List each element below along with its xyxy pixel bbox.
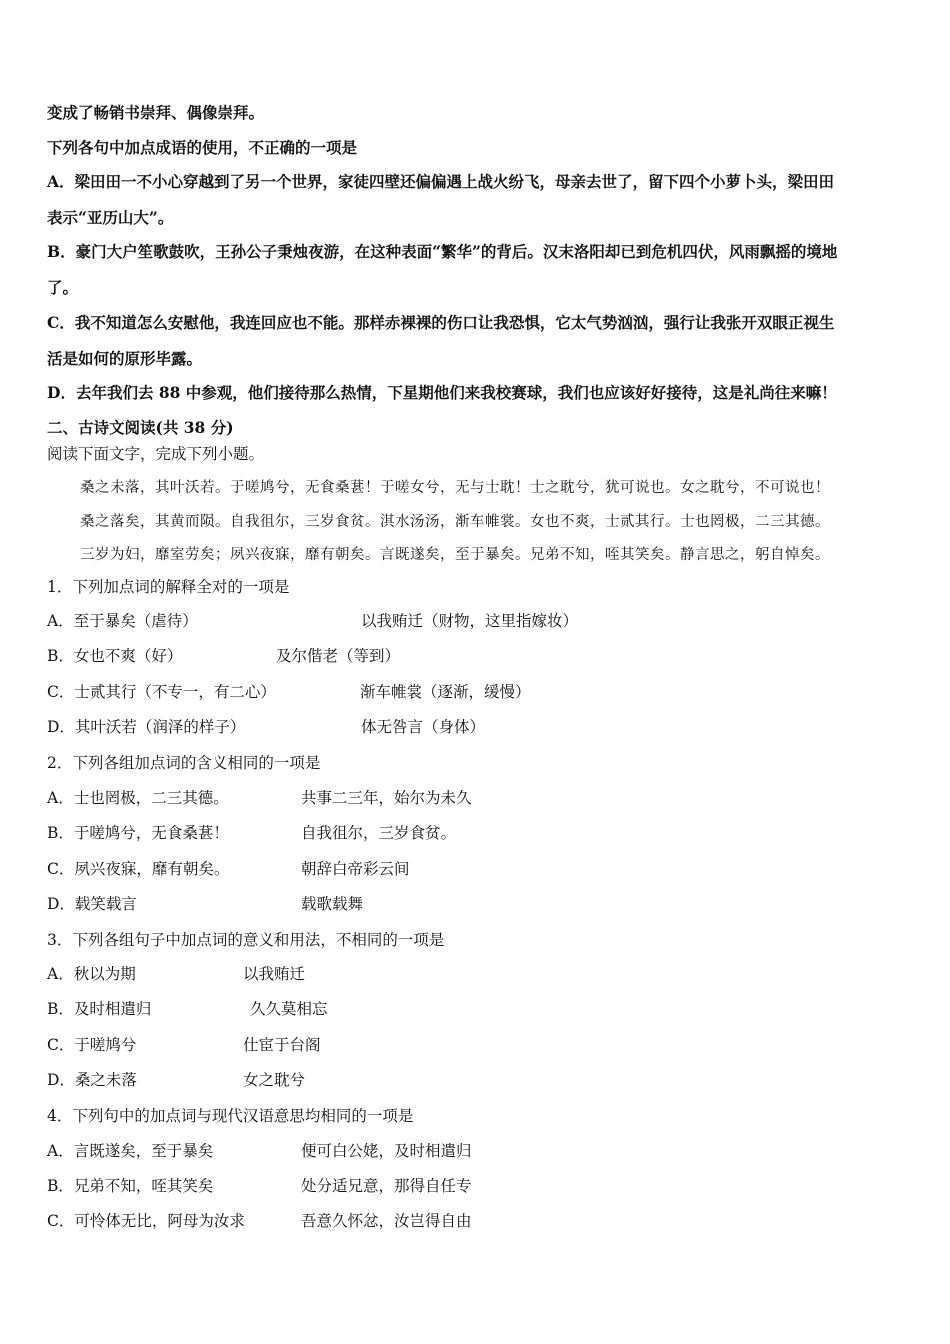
- idiom-option-c-cont: 活是如何的原形毕露。: [47, 349, 203, 368]
- poem-line: 三岁为妇，靡室劳矣；夙兴夜寐，靡有朝矣。言既遂矣，至于暴矣。兄弟不知，咥其笑矣。静言思之，躬自悼矣。: [80, 547, 830, 563]
- q4-option-c: C．可怜体无比，阿母为汝求: [47, 1212, 245, 1230]
- section-title: 二、古诗文阅读(共 38 分): [47, 418, 234, 437]
- idiom-option-d: D．去年我们去 88 中参观，他们接待那么热情，下星期他们来我校赛球，我们也应该好好接待，这是礼尚往来嘛！: [47, 383, 837, 402]
- q3-option-b: B．及时相遣归: [47, 1000, 152, 1018]
- idiom-option-b-cont: 了。: [47, 278, 79, 297]
- q2-option-c: C．夙兴夜寐，靡有朝矣。: [47, 860, 230, 878]
- q1-option-d: D．其叶沃若（润泽的样子）: [47, 718, 246, 736]
- idiom-option-a-cont: 表示“亚历山大”。: [47, 208, 174, 227]
- intro-tail-text: 变成了畅销书崇拜、偶像崇拜。: [47, 103, 265, 122]
- question-3-stem: 3．下列各组句子中加点词的意义和用法，不相同的一项是: [47, 931, 445, 949]
- q3-option-d-second: 女之耽兮: [243, 1071, 306, 1089]
- idiom-option-a: A．梁田田一不小心穿越到了另一个世界，家徒四壁还偏偏遇上战火纷飞，母亲去世了，留下四个小萝卜头，梁田田: [47, 172, 835, 191]
- q3-option-d: D．桑之未落: [47, 1071, 137, 1089]
- q2-option-d: D．载笑载言: [47, 895, 137, 913]
- q1-option-b-second: 及尔偕老（等到）: [276, 647, 401, 665]
- q1-option-b: B．女也不爽（好）: [47, 647, 183, 665]
- poem-line: 桑之未落，其叶沃若。于嗟鸠兮，无食桑葚！于嗟女兮，无与士耽！士之耽兮，犹可说也。女之耽兮，不可说也！: [80, 480, 830, 496]
- q1-option-d-second: 体无咎言（身体）: [361, 718, 486, 736]
- q2-option-d-second: 载歌载舞: [301, 895, 364, 913]
- q4-option-b: B．兄弟不知，咥其笑矣: [47, 1177, 214, 1195]
- q2-option-b: B．于嗟鸠兮，无食桑葚！: [47, 824, 229, 842]
- section-instruction: 阅读下面文字，完成下列小题。: [47, 445, 265, 463]
- q3-option-a: A．秋以为期: [47, 965, 136, 983]
- idiom-option-b: B．豪门大户笙歌鼓吹，王孙公子秉烛夜游，在这种表面“繁华”的背后。汉末洛阳却已到危机四伏，风雨飘摇的境地: [47, 242, 838, 261]
- idiom-question-stem: 下列各句中加点成语的使用，不正确的一项是: [47, 138, 358, 157]
- q2-option-b-second: 自我徂尔，三岁食贫。: [301, 824, 457, 842]
- question-4-stem: 4．下列句中的加点词与现代汉语意思均相同的一项是: [47, 1107, 414, 1125]
- q3-option-c: C．于嗟鸠兮: [47, 1036, 137, 1054]
- q1-option-c-second: 渐车帷裳（逐渐，缓慢）: [360, 683, 531, 701]
- q1-option-a: A．至于暴矣（虐待）: [47, 612, 198, 630]
- question-1-stem: 1．下列加点词的解释全对的一项是: [47, 578, 290, 596]
- q2-option-c-second: 朝辞白帝彩云间: [301, 860, 410, 878]
- q4-option-a: A．言既遂矣，至于暴矣: [47, 1142, 214, 1160]
- question-2-stem: 2．下列各组加点词的含义相同的一项是: [47, 754, 321, 772]
- q3-option-a-second: 以我贿迁: [243, 965, 306, 983]
- q1-option-c: C．士贰其行（不专一，有二心）: [47, 683, 276, 701]
- q4-option-c-second: 吾意久怀忿，汝岂得自由: [301, 1212, 472, 1230]
- q1-option-a-second: 以我贿迁（财物，这里指嫁妆）: [361, 612, 579, 630]
- poem-line: 桑之落矣，其黄而陨。自我徂尔，三岁食贫。淇水汤汤，渐车帷裳。女也不爽，士贰其行。士也罔极，二三其德。: [80, 514, 830, 530]
- q2-option-a: A．士也罔极，二三其德。: [47, 789, 229, 807]
- q4-option-b-second: 处分适兄意，那得自任专: [301, 1177, 472, 1195]
- q4-option-a-second: 便可白公姥，及时相遣归: [301, 1142, 472, 1160]
- q3-option-b-second: 久久莫相忘: [250, 1000, 328, 1018]
- q2-option-a-second: 共事二三年，始尔为未久: [301, 789, 472, 807]
- idiom-option-c: C．我不知道怎么安慰他，我连回应也不能。那样赤裸裸的伤口让我恐惧，它太气势汹汹，强行让我张开双眼正视生: [47, 313, 835, 332]
- q3-option-c-second: 仕宦于台阁: [243, 1036, 321, 1054]
